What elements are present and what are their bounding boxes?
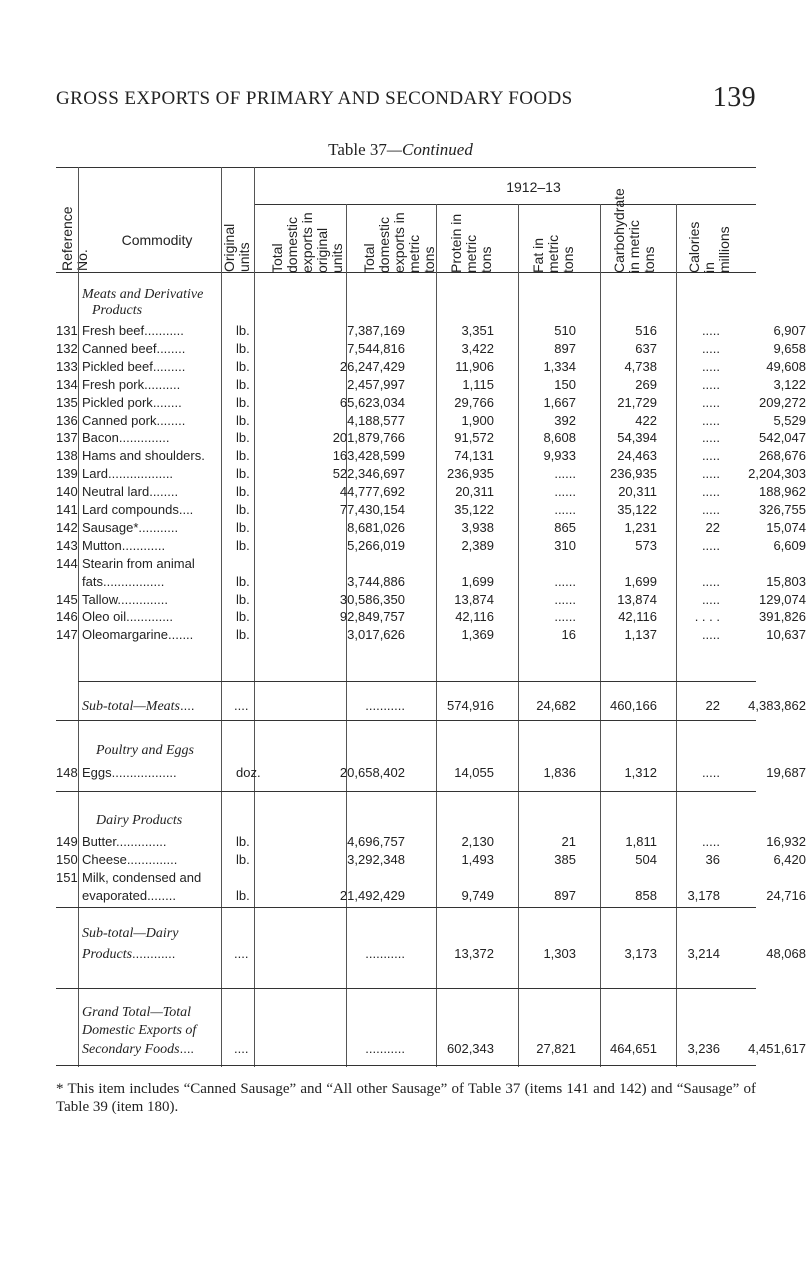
unit: lb. — [236, 358, 250, 374]
fat: 516 — [635, 323, 657, 338]
total-metric: 236,935 — [447, 466, 494, 482]
unit: lb. — [236, 537, 250, 553]
protein: 385 — [554, 852, 576, 867]
row-label-cont: Products — [82, 947, 133, 962]
carbohydrate: ..... — [701, 537, 720, 553]
section-rule — [56, 791, 756, 792]
carbohydrate: ..... — [701, 394, 720, 410]
section-heading: Products — [92, 303, 143, 318]
year-heading: 1912–13 — [506, 179, 561, 195]
unit: lb. — [236, 519, 250, 535]
total-metric: 35,122 — [454, 502, 494, 517]
protein: 392 — [554, 412, 576, 428]
section-rule — [78, 681, 756, 682]
total-metric: 74,131 — [454, 448, 494, 464]
reference-no: 150 — [56, 852, 78, 867]
protein: 8,608 — [543, 430, 576, 446]
carbohydrate: ..... — [701, 591, 720, 607]
total-orig: 44,777,692 — [339, 484, 405, 500]
total-orig: 8,681,026 — [347, 519, 405, 535]
fat: 24,463 — [617, 448, 657, 464]
carbohydrate: ..... — [701, 484, 720, 500]
carbohydrate: ..... — [701, 466, 720, 482]
total-metric: 14,055 — [454, 765, 494, 780]
total-metric: 91,572 — [454, 430, 494, 446]
section-heading: Dairy Products — [96, 813, 183, 828]
unit: doz. — [236, 765, 261, 780]
commodity: Neutral lard — [82, 484, 150, 500]
total-orig: 30,586,350 — [339, 591, 405, 607]
section-rule — [56, 720, 756, 721]
commodity: Oleo oil — [82, 609, 127, 625]
unit: lb. — [236, 502, 250, 517]
protein: 1,334 — [543, 358, 576, 374]
unit: lb. — [236, 573, 250, 589]
commodity: Pickled beef — [82, 358, 153, 374]
reference-header: Reference No. — [59, 206, 90, 271]
fat: 1,231 — [624, 519, 657, 535]
carbohydrate: ..... — [701, 358, 720, 374]
reference-no: 134 — [56, 376, 78, 392]
commodity: Mutton — [82, 537, 122, 553]
carbohydrate: ..... — [701, 430, 720, 446]
total-metric: 574,916 — [447, 698, 494, 713]
protein: 1,667 — [543, 394, 576, 410]
carbohydrate: ..... — [701, 627, 720, 643]
unit: lb. — [236, 609, 250, 625]
unit: lb. — [236, 484, 250, 500]
calories: 16,932 — [766, 834, 806, 849]
unit: lb. — [236, 430, 250, 446]
commodity: Eggs — [82, 765, 112, 780]
total-metric: 11,906 — [455, 358, 494, 374]
protein: ...... — [554, 609, 576, 625]
row-label-cont: Secondary Foods — [82, 1042, 180, 1057]
protein: 9,933 — [543, 448, 576, 464]
calories: 268,676 — [759, 448, 806, 464]
carbohydrate: ..... — [701, 834, 720, 849]
unit: lb. — [236, 323, 250, 338]
calories: 5,529 — [773, 412, 806, 428]
unit: .... — [234, 698, 249, 713]
running-head-title: GROSS EXPORTS OF PRIMARY AND SECONDARY FOODS — [56, 88, 573, 109]
protein: 897 — [554, 888, 576, 903]
top-rule — [56, 167, 756, 168]
carbohydrate: ..... — [701, 323, 720, 338]
calories: 2,204,303 — [748, 466, 806, 482]
carbohydrate: 22 — [705, 698, 720, 713]
row-label: Sub-total—Dairy — [82, 926, 179, 941]
fat: 4,738 — [624, 358, 657, 374]
calories: 6,907 — [773, 323, 806, 338]
protein: ...... — [554, 502, 576, 517]
carbohydrate: ..... — [701, 376, 720, 392]
total-metric: 13,372 — [454, 946, 494, 961]
total-orig: 522,346,697 — [332, 466, 405, 482]
fat: 3,173 — [624, 946, 657, 961]
protein: 16 — [561, 627, 576, 643]
reference-no: 145 — [56, 591, 78, 607]
commodity: Fresh pork — [82, 376, 145, 392]
calories: 6,609 — [773, 537, 806, 553]
total-orig: 26,247,429 — [339, 358, 405, 374]
protein: ...... — [554, 484, 576, 500]
fat: 637 — [635, 340, 657, 356]
calories: 9,658 — [773, 340, 806, 356]
carbohydrate: ..... — [701, 573, 720, 589]
total-orig: ........... — [365, 1041, 405, 1056]
unit: lb. — [236, 591, 250, 607]
fat: 236,935 — [610, 466, 657, 482]
carbohydrate: ..... — [701, 412, 720, 428]
total-orig: 5,266,019 — [347, 537, 405, 553]
unit: lb. — [236, 852, 250, 867]
total-orig: ........... — [365, 698, 405, 713]
fat: 42,116 — [618, 609, 657, 625]
total-metric: 1,699 — [461, 573, 494, 589]
total-metric: 602,343 — [447, 1041, 494, 1056]
total-metric: 1,115 — [462, 376, 494, 392]
calories: 4,383,862 — [748, 698, 806, 713]
total-metric: 2,389 — [461, 537, 494, 553]
fat: 573 — [635, 537, 657, 553]
protein: ...... — [554, 573, 576, 589]
unit: .... — [234, 946, 249, 961]
protein-header: Protein in metric tons — [448, 213, 494, 273]
section-heading: Poultry and Eggs — [96, 743, 194, 758]
total-orig: 2,457,997 — [347, 376, 405, 392]
protein: 510 — [554, 323, 576, 338]
section-rule — [56, 907, 756, 908]
total-orig: 3,017,626 — [347, 627, 405, 643]
fat: 269 — [635, 376, 657, 392]
fat: 1,699 — [624, 573, 657, 589]
reference-no: 132 — [56, 340, 78, 356]
total-orig: 77,430,154 — [339, 502, 405, 517]
reference-no: 149 — [56, 834, 78, 849]
total-metric: 42,116 — [455, 609, 494, 625]
row-label: Grand Total—Total — [82, 1005, 192, 1020]
fat: 464,651 — [610, 1041, 657, 1056]
units-header: Original units — [221, 223, 252, 272]
protein: 897 — [554, 340, 576, 356]
fat: 1,137 — [624, 627, 657, 643]
reference-no: 138 — [56, 448, 78, 464]
fat: 1,312 — [624, 765, 657, 780]
total-orig: 21,492,429 — [339, 888, 405, 903]
unit: lb. — [236, 888, 250, 903]
protein: 865 — [554, 519, 576, 535]
reference-no: 151 — [56, 870, 78, 885]
carbohydrate: ..... — [701, 340, 720, 356]
calories: 48,068 — [766, 946, 806, 961]
commodity: Cheese — [82, 852, 127, 867]
reference-no: 139 — [56, 466, 78, 482]
commodity: Butter — [82, 834, 116, 849]
reference-no: 133 — [56, 358, 78, 374]
protein: 27,821 — [536, 1041, 576, 1056]
carb-header: Carbohydrate in metric tons — [611, 188, 657, 273]
commodity: Fresh beef — [82, 323, 145, 338]
commodity: Lard — [82, 466, 109, 482]
commodity: Sausage* — [82, 519, 139, 535]
row-label: Sub-total—Meats — [82, 699, 180, 714]
reference-no: 144 — [56, 555, 78, 571]
total-metric: 9,749 — [461, 888, 494, 903]
fat: 1,811 — [625, 834, 657, 849]
page: GROSS EXPORTS OF PRIMARY AND SECONDARY FOODS 139 Table 37—Continued 1912–13 Reference No. Commodity Original units Total domestic exports in original units Total domestic exports in metric tons Protein in metric tons Fat in metric tons Carbohydrate in metric tons Calories in millions Meats and Derivative Products 131 lb. 7,387,169 3,351 510 516 ..... 6,907 Fresh beef........... 132 lb. 7,544,816 3,422 897 637 ..... 9,658 Canned beef........ 133 lb. 26,247,429 11,906 1,334 4,738 ..... 49,608 Pickled beef......... 134 lb. 2,457,997 1,115 150 269 ..... 3,122 Fresh pork.......... 135 lb. 65,623,034 29,766 1,667 21,729 ..... 209,272 Pickled pork........ 136 lb. 4,188,577 1,900 392 422 ..... 5,529 Canned pork........ 137 lb. 201,879,766 91,572 8,608 54,394 ..... 542,047 Bacon.............. 138 lb. 163,428,599 74,131 9,933 24,463 ..... 268,676 Hams and shoulders. 139 lb. 522,346,697 236,935 ...... 236,935 ..... 2,204,303 Lard.................. 140 lb. 44,777,692 20,311 ...... 20,311 ..... 188,962 Neutral lard........ 141 lb. 77,430,154 35,122 ...... 35,122 ..... 326,755 Lard compounds.... 142 lb. 8,681,026 3,938 865 1,231 22 15,074 Sausage*........... 143 lb. 5,266,019 2,389 310 573 ..... 6,609 Mutton............ 144 lb. 3,744,886 1,699 ...... 1,699 ..... 15,803 Stearin from animal fats................. 145 lb. 30,586,350 13,874 ...... 13,874 ..... 129,074 Tallow.............. 146 lb. 92,849,757 42,116 ...... 42,116 . . . . 391,826 Oleo oil............. 147 lb. 3,017,626 1,369 16 1,137 ..... 10,637 Oleomargarine....... Sub-total—Meats.... .... ........... 574,916 24,682 460,166 22 4,383,862 Poultry and Eggs 148 Eggs.................. doz. 20,658,402 14,055 1,836 1,312 ..... 19,687 Dairy Products 149 Butter.............. lb. 4,696,757 2,130 21 1,811 ..... 16,932 150 Cheese.............. lb. 3,292,348 1,493 385 504 36 6,420 151 Milk, condensed and evaporated........ lb. 21,492,429 9,749 897 858 3,178 24,716 Sub-total—Dairy Products............ .... ........... 13,372 1,303 3,173 3,214 48,068 Grand Total—Total Domestic Exports of Secondary Foods.... .... ........... 602,343 27,821 464,651 3,236 4,451,617 * This item includes “Canned Sausage” and “All other Sausage” of Table 37 (items 141 and 142) and “Sausage” of Table 39 (item 180). — [0, 0, 801, 1283]
unit: lb. — [236, 466, 250, 482]
section-rule — [56, 988, 756, 989]
commodity-cont: evaporated — [82, 888, 148, 903]
commodity: Pickled pork — [82, 394, 153, 410]
calories: 15,074 — [766, 519, 806, 535]
fat: 21,729 — [617, 394, 657, 410]
fat: 20,311 — [618, 484, 657, 500]
table-title: Table 37—Continued — [328, 140, 473, 159]
commodity: Oleomargarine — [82, 627, 168, 643]
carbohydrate: 3,236 — [687, 1041, 720, 1056]
unit: lb. — [236, 340, 250, 356]
page-number: 139 — [712, 82, 756, 113]
commodity: Bacon — [82, 430, 119, 446]
protein: 150 — [554, 376, 576, 392]
carbohydrate: 22 — [705, 519, 720, 535]
calories: 3,122 — [773, 376, 806, 392]
reference-no: 136 — [56, 412, 78, 428]
commodity: Canned beef — [82, 340, 157, 356]
fat: 460,166 — [610, 698, 657, 713]
commodity: Canned pork — [82, 412, 157, 428]
commodity: Stearin from animal — [82, 555, 195, 571]
protein: 24,682 — [536, 698, 576, 713]
year-rule — [254, 204, 756, 205]
fat: 13,874 — [617, 591, 657, 607]
carbohydrate: ..... — [701, 765, 720, 780]
bottom-rule — [56, 1065, 756, 1066]
unit: .... — [234, 1041, 249, 1056]
calories: 4,451,617 — [748, 1041, 806, 1056]
running-head — [56, 82, 756, 113]
calories: 326,755 — [759, 502, 806, 517]
carbohydrate: 36 — [705, 852, 720, 867]
carbohydrate: . . . . — [694, 609, 720, 625]
row-label-cont: Domestic Exports of — [82, 1023, 197, 1038]
unit: lb. — [236, 627, 250, 643]
fat: 54,394 — [617, 430, 657, 446]
total-metric: 13,874 — [454, 591, 494, 607]
col-rule — [254, 167, 255, 1067]
total-metric: 1,900 — [461, 412, 494, 428]
commodity-header: Commodity — [121, 232, 193, 248]
calories: 129,074 — [759, 591, 806, 607]
calories: 391,826 — [759, 609, 806, 625]
reference-no: 148 — [56, 765, 78, 780]
commodity: Tallow — [82, 591, 118, 607]
total-metric: 29,766 — [454, 394, 494, 410]
total-orig: 4,188,577 — [347, 412, 405, 428]
reference-no: 146 — [56, 609, 78, 625]
protein: 1,836 — [543, 765, 576, 780]
total-metric: 1,369 — [461, 627, 494, 643]
total-metric: 20,311 — [455, 484, 494, 500]
reference-no: 143 — [56, 537, 78, 553]
total-orig: ........... — [365, 946, 405, 961]
calories-header: Calories in millions — [686, 221, 732, 273]
fat: 504 — [635, 852, 657, 867]
carbohydrate: ..... — [701, 448, 720, 464]
unit: lb. — [236, 376, 250, 392]
unit: lb. — [236, 834, 250, 849]
total-orig: 65,623,034 — [339, 394, 405, 410]
reference-no: 137 — [56, 430, 78, 446]
commodity: Lard compounds — [82, 502, 179, 517]
protein: ...... — [554, 591, 576, 607]
calories: 188,962 — [759, 484, 806, 500]
reference-no: 147 — [56, 627, 78, 643]
reference-no: 142 — [56, 519, 78, 535]
calories: 10,637 — [766, 627, 806, 643]
reference-no: 131 — [56, 323, 78, 338]
section-heading: Meats and Derivative — [82, 287, 204, 302]
total-orig: 7,387,169 — [347, 323, 405, 338]
reference-no: 140 — [56, 484, 78, 500]
carbohydrate: ..... — [701, 502, 720, 517]
unit: lb. — [236, 394, 250, 410]
total-orig: 163,428,599 — [332, 448, 405, 464]
reference-no: 141 — [56, 502, 78, 517]
total-orig: 7,544,816 — [347, 340, 405, 356]
footnote: * This item includes “Canned Sausage” and “All other Sausage” of Table 37 (items 141 and 142) and “Sausage” of Table 39 (item 180). — [56, 1081, 756, 1115]
commodity: Hams and shoulders — [82, 448, 202, 464]
protein: 21 — [561, 834, 576, 849]
total-orig: 201,879,766 — [332, 430, 405, 446]
reference-no: 135 — [56, 394, 78, 410]
total-orig-header: Total domestic exports in original units — [269, 212, 345, 273]
calories: 6,420 — [773, 852, 806, 867]
total-orig: 4,696,757 — [347, 834, 405, 849]
total-metric-header: Total domestic exports in metric tons — [361, 212, 437, 273]
total-orig: 3,744,886 — [347, 573, 405, 589]
total-orig: 20,658,402 — [339, 765, 405, 780]
total-metric: 2,130 — [461, 834, 494, 849]
unit: lb. — [236, 412, 250, 428]
fat: 858 — [635, 888, 657, 903]
carbohydrate: 3,214 — [687, 946, 720, 961]
protein: 310 — [554, 537, 576, 553]
calories: 209,272 — [759, 394, 806, 410]
protein: 1,303 — [543, 946, 576, 961]
total-metric: 3,938 — [461, 519, 494, 535]
commodity: Milk, condensed and — [82, 870, 202, 885]
carbohydrate: 3,178 — [687, 888, 720, 903]
fat-header: Fat in metric tons — [530, 234, 576, 273]
total-metric: 3,422 — [461, 340, 494, 356]
unit: lb. — [236, 448, 250, 464]
total-orig: 92,849,757 — [339, 609, 405, 625]
protein: ...... — [554, 466, 576, 482]
commodity: fats — [82, 573, 103, 589]
total-metric: 3,351 — [461, 323, 494, 338]
calories: 542,047 — [759, 430, 806, 446]
fat: 35,122 — [617, 502, 657, 517]
calories: 49,608 — [766, 358, 806, 374]
fat: 422 — [635, 412, 657, 428]
total-metric: 1,493 — [461, 852, 494, 867]
calories: 19,687 — [766, 765, 806, 780]
calories: 24,716 — [766, 888, 806, 903]
total-orig: 3,292,348 — [347, 852, 405, 867]
calories: 15,803 — [766, 573, 806, 589]
